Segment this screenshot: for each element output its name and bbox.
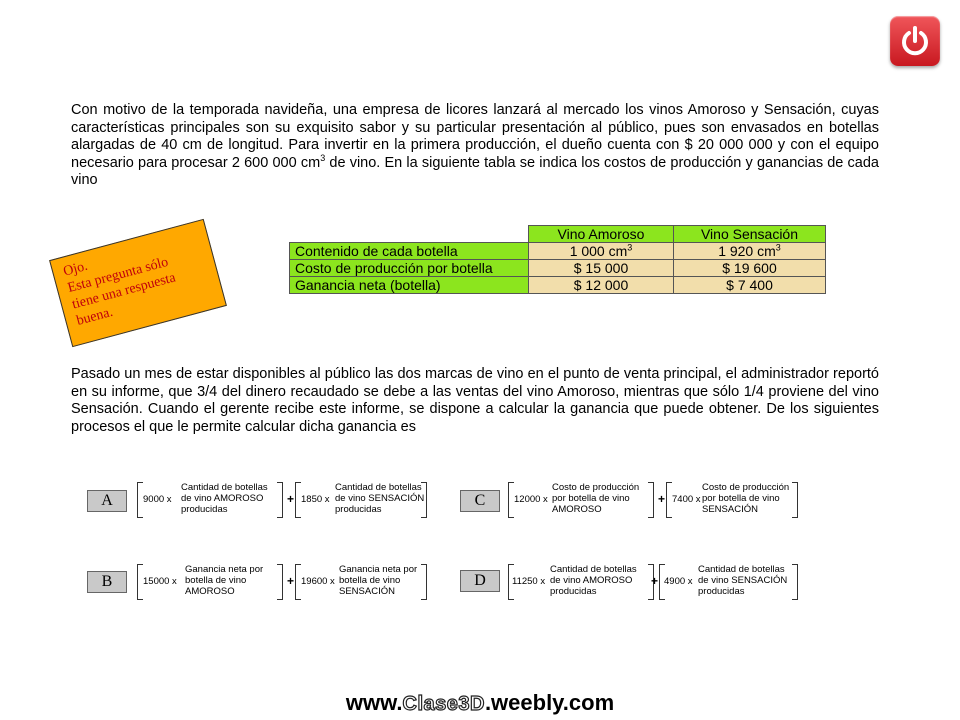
table-cell: $ 15 000: [529, 260, 674, 277]
table-row: [290, 277, 826, 294]
row-label: Contenido de cada botella: [290, 243, 529, 260]
option-d-formula: 11250 x Cantidad de botellas de vino AMOROSO producidas + 4900 x Cantidad de botellas de vino SENSACIÓN producidas: [508, 564, 800, 604]
table-header-row: [290, 226, 826, 243]
intro-paragraph: Con motivo de la temporada navideña, una empresa de licores lanzará al mercado los vinos Amoroso y Sensación, cuyas características principales son su exquisito sabor y su particular presentación al público, pues son envasados en botellas alargadas de 40 cm de longitud. Para invertir en la primera producción, el dueño cuenta con $ 20 000 000 y con el equipo necesario para procesar 2 600 000 $cm^3$ de vino. En la siguiente tabla se indica los costos de producción y ganancias de cada vino: [71, 102, 880, 188]
table-cell: 1 000 $cm^3$: [529, 243, 674, 260]
power-icon: [898, 24, 932, 58]
wine-cost-table: [289, 225, 826, 294]
power-button[interactable]: [890, 16, 940, 66]
row-label: Costo de producción por botella: [290, 260, 529, 277]
option-c-button[interactable]: C: [460, 490, 500, 512]
site-url[interactable]: www.Clase3D.weebly.com: [345, 690, 615, 715]
table-row: [290, 260, 826, 277]
question-paragraph: Pasado un mes de estar disponibles al público las dos marcas de vino en el punto de venta principal, el administrador reportó en su informe, que 3/4 del dinero recaudado se debe a las ventas del vino Amoroso, mientras que sólo 1/4 proviene del vino Sensación. Cuando el gerente recibe este informe, se dispone a calcular la ganancia que puede obtener. De los siguientes procesos el que le permite calcular dicha ganancia es: [71, 366, 879, 435]
row-label: Ganancia neta (botella): [290, 277, 529, 294]
table-cell: $ 19 600: [674, 260, 826, 277]
option-b-button[interactable]: B: [87, 571, 127, 593]
header-vino-amoroso: Vino Amoroso: [529, 226, 674, 243]
table-row: [290, 243, 826, 260]
option-b-formula: 15000 x Ganancia neta por botella de vino AMOROSO + 19600 x Ganancia neta por botella de vino SENSACIÓN: [137, 564, 429, 604]
header-vino-sensacion: Vino Sensación: [674, 226, 826, 243]
option-d-button[interactable]: D: [460, 570, 500, 592]
option-a-formula: 9000 x Cantidad de botellas de vino AMOROSO producidas + 1850 x Cantidad de botellas de vino SENSACIÓN producidas: [137, 482, 429, 522]
option-c-formula: 12000 x Costo de producción por botella de vino AMOROSO + 7400 x Costo de producción por botella de vino SENSACIÓN: [508, 482, 800, 522]
table-cell: 1 920 $cm^3$: [674, 243, 826, 260]
table-cell: $ 7 400: [674, 277, 826, 294]
warning-note: Ojo. Esta pregunta sólo tiene una respuesta buena.: [49, 219, 227, 347]
option-a-button[interactable]: A: [87, 490, 127, 512]
table-cell: $ 12 000: [529, 277, 674, 294]
brand-logo-text: Clase3D: [402, 693, 485, 715]
